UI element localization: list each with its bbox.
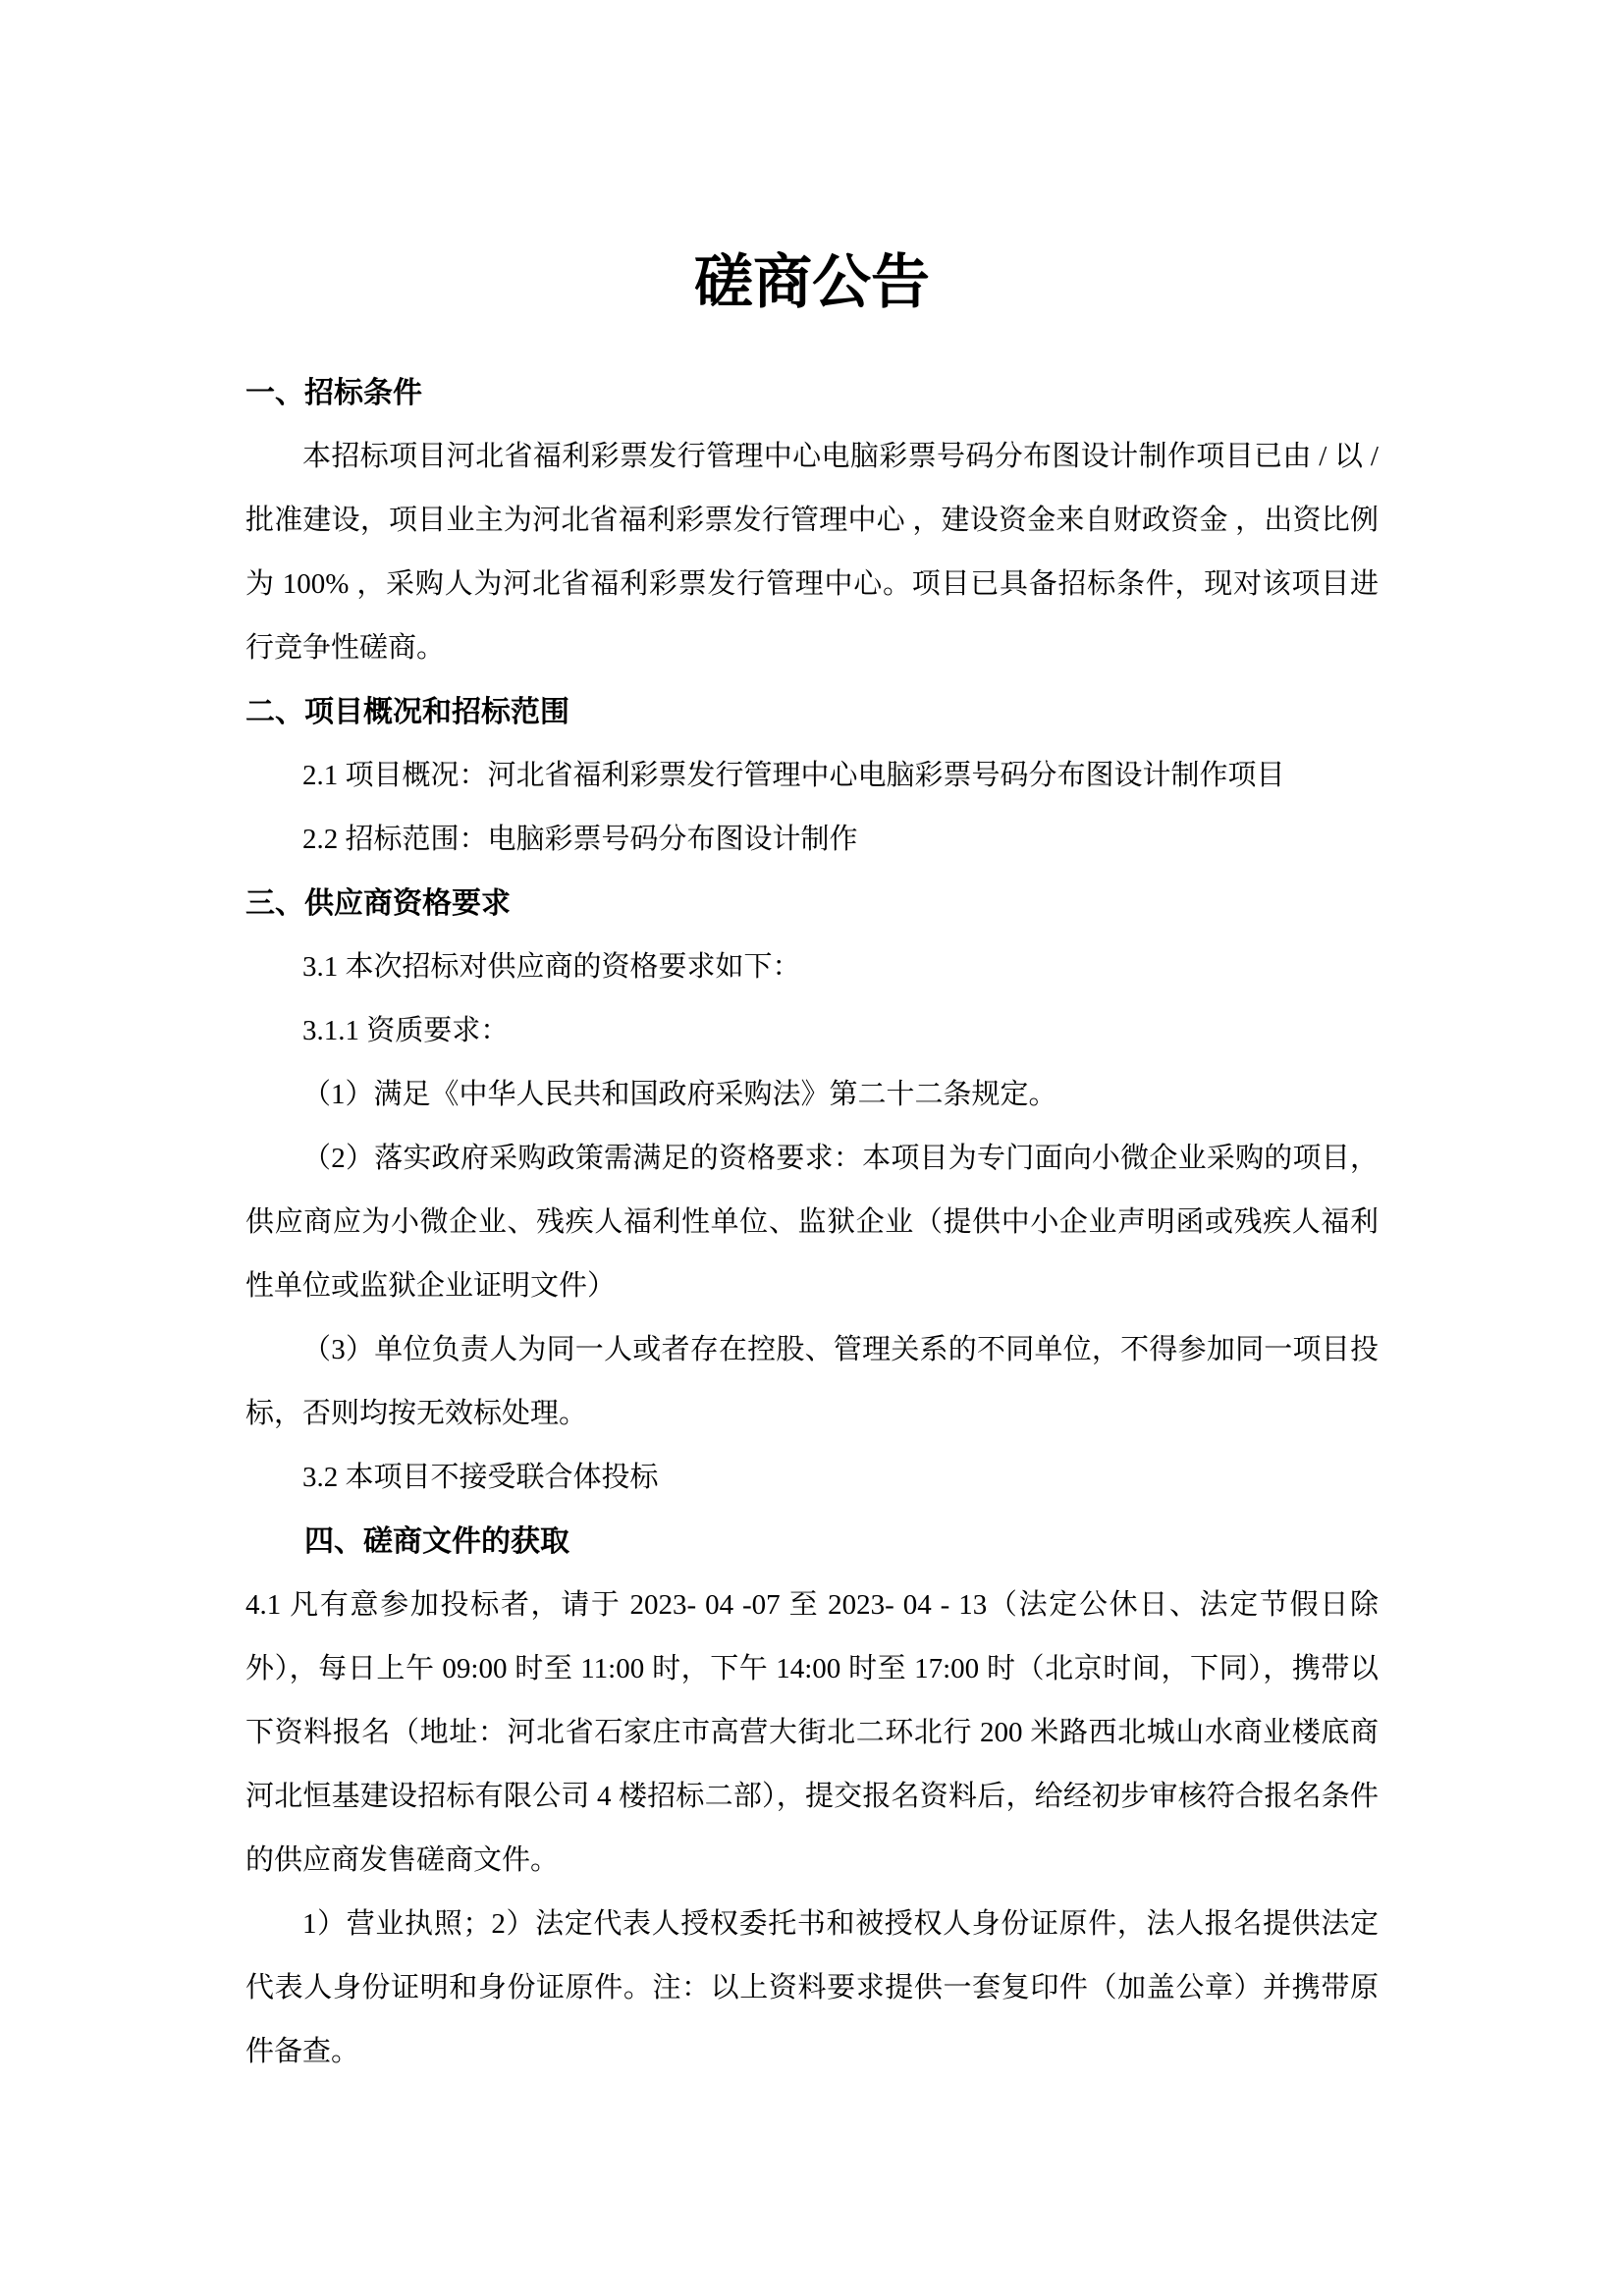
paragraph: （2）落实政府采购政策需满足的资格要求：本项目为专门面向小微企业采购的项目，供应商应为小微企业、残疾人福利性单位、监狱企业（提供中小企业声明函或残疾人福利性单位或监狱企业证明文件） <box>245 1143 1379 1302</box>
section <box>245 680 1379 872</box>
document-body <box>245 361 1379 2084</box>
section <box>245 1510 1379 2084</box>
section-heading: 二、项目概况和招标范围 <box>245 696 569 728</box>
paragraph: 2.2 招标范围：电脑彩票号码分布图设计制作 <box>302 824 858 855</box>
paragraph: （1）满足《中华人民共和国政府采购法》第二十二条规定。 <box>302 1079 1057 1110</box>
paragraph: 3.1.1 资质要求： <box>302 1015 510 1046</box>
paragraph: 3.2 本项目不接受联合体投标 <box>302 1462 659 1493</box>
paragraph: 本招标项目河北省福利彩票发行管理中心电脑彩票号码分布图设计制作项目已由 / 以 / 批准建设，项目业主为河北省福利彩票发行管理中心 ，建设资金来自财政资金 ，出资比例为 100% ，采购人为河北省福利彩票发行管理中心。项目已具备招标条件，现对该项目进行竞争性磋商。 <box>245 441 1379 664</box>
section-heading: 四、磋商文件的获取 <box>304 1525 569 1558</box>
paragraph: （3）单位负责人为同一人或者存在控股、管理关系的不同单位，不得参加同一项目投标，否则均按无效标处理。 <box>245 1334 1379 1429</box>
paragraph: 4.1 凡有意参加投标者，请于 2023- 04 -07 至 2023- 04 - 13（法定公休日、法定节假日除外），每日上午 09:00 时至 11:00 时，下午 14:00 时至 17:00 时（北京时间，下同），携带以下资料报名（地址：河北省石家庄市高营大街北二环北行 200 米路西北城山水商业楼底商河北恒基建设招标有限公司 4 楼招标二部），提交报名资料后，给经初步审核符合报名条件的供应商发售磋商文件。 <box>245 1589 1379 1876</box>
document-title: 磋商公告 <box>694 250 930 315</box>
paragraph: 2.1 项目概况：河北省福利彩票发行管理中心电脑彩票号码分布图设计制作项目 <box>302 760 1285 791</box>
section-heading: 三、供应商资格要求 <box>245 887 511 920</box>
paragraph: 3.1 本次招标对供应商的资格要求如下： <box>302 951 801 983</box>
section-heading: 一、招标条件 <box>245 377 422 409</box>
section <box>245 872 1379 1510</box>
section <box>245 361 1379 680</box>
paragraph: 1）营业执照；2）法定代表人授权委托书和被授权人身份证原件，法人报名提供法定代表人身份证明和身份证原件。注：以上资料要求提供一套复印件（加盖公章）并携带原件备查。 <box>245 1908 1379 2067</box>
